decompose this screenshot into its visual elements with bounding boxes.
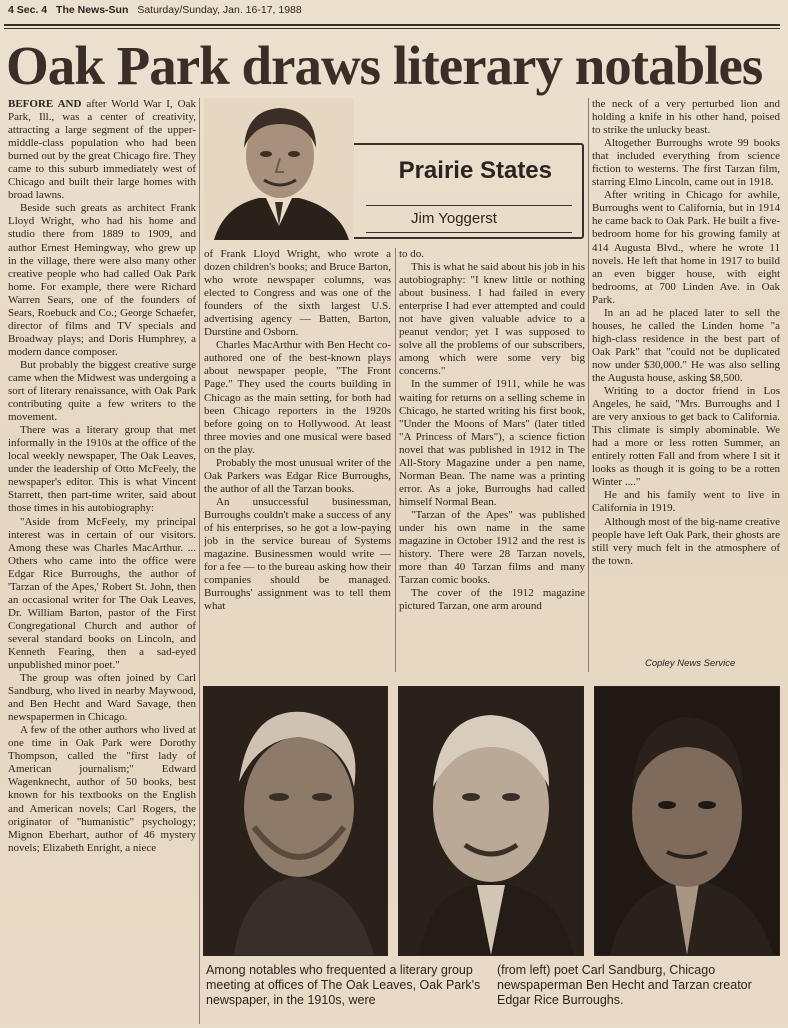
headline: Oak Park draws literary notables [6,35,763,96]
section-number: 4 Sec. 4 [8,4,48,16]
photo-ben-hecht [398,686,584,956]
column-divider [588,98,589,672]
photo-edgar-rice-burroughs [594,686,780,956]
paragraph: Beside such greats as architect Frank Lloyd Wright, who had his home and studio there from 1889 to 1909, and author Ernest Hemingway, who grew up in the village, there were also many other creative people who had called Oak Park home. For example, there were Richard Warren Sears, one of the founders of Sears, Roebuck and Co.; George Schaefer, director of films and TV specials and Broadway plays; and Doris Humphrey, a modern dance composer. [8,202,196,358]
folio-rule-thin [4,28,780,29]
column-title: Prairie States [398,157,552,184]
article-column-4 [592,98,780,670]
columnist-portrait [204,98,354,240]
photo-caption-part-2: (from left) poet Carl Sandburg, Chicago newspaperman Ben Hecht and Tarzan creator Edgar Rice Burroughs. [497,963,752,1007]
lead-in: BEFORE AND [8,98,82,110]
paragraph: to do. [399,248,425,260]
paragraph: the neck of a very perturbed lion and holding a knife in his other hand, poised to strike the unlucky beast. [592,98,780,137]
paragraph: of Frank Lloyd Wright, who wrote a dozen children's books; and Bruce Barton, who wrote newspaper columns, was elected to Congress and was one of the founders of the sixth largest U.S. advertising agency — Batten, Barton, Durstine and Osborn. [204,248,391,339]
paper-name: The News-Sun [56,4,129,16]
columnist-byline: Jim Yoggerst [411,210,497,227]
paragraph: "Aside from McFeely, my principal interest was in certain of our visitors. Among these was Charles MacArthur. ... Others who came into the office were Edgar Rice Burroughs, the author of 'Tarzan of the Apes,' Robert St. John, then an occasional writer for The Oak Leaves, Dr. William Barton, pastor of the First Congregational Church and author of several standard books on Lincoln, and Kenneth Fearing, then a sad-eyed unpublished minor poet." [8,515,196,672]
wire-credit: Copley News Service [645,658,736,669]
paragraph: Charles MacArthur with Ben Hecht co-authored one of the best-known plays about newspaper people, "The Front Page." They used the courts building in Chicago as the main setting, for both had been Chicago reporters in the 1920s before going on to Hollywood. At least three movies and one musical were based on the play. [204,339,391,456]
paragraph: Although most of the big-name creative people have left Oak Park, their ghosts are still very much felt in the atmosphere of the town. [592,515,780,567]
photo-carl-sandburg [203,686,388,956]
paragraph: An unsuccessful businessman, Burroughs couldn't make a success of any of his enterprises, so he got a low-paying job in the service bureau of Systems magazine. Businessmen would write — for a fee — to the bureau asking how their companies should be managed. Burroughs' assignment was to tell them what [204,495,391,613]
paragraph: "Tarzan of the Apes" was published under his own name in the same magazine in October 1912 and the rest is history. There were 28 Tarzan novels, more than 40 Tarzan films and many Tarzan comic books. [399,508,585,587]
paragraph: Writing to a doctor friend in Los Angeles, he said, "Mrs. Burroughs and I are very anxious to get back to California. This climate is simply abominable. We had a more or less rotten Summer, an entirely rotten Fall and from where I sit it looks as though it is going to be a rotten Winter ...." [592,385,780,489]
folio-rule [4,24,780,26]
column-divider [395,248,396,672]
paragraph: BEFORE AND after World War I, Oak Park, Ill., was a center of creativity, attracting a large segment of the upper-middle-class population who had been burned out by the great Chicago fire. They came to this suburb immediately west of Chicago and built their large homes with broad lawns. [8,98,196,202]
paragraph: He and his family went to live in California in 1919. [592,489,780,515]
article-column-1 [8,98,196,1028]
paragraph: Probably the most unusual writer of the Oak Parkers was Edgar Rice Burroughs, the author of all the Tarzan books. [204,456,391,495]
paragraph: The cover of the 1912 magazine pictured Tarzan, one arm around [399,587,585,613]
paragraph: A few of the other authors who lived at one time in Oak Park were Dorothy Thompson, called the "first lady of American journalism;" Edward Wagenknecht, author of 50 books, best known for his textbooks on the English and American novels; Carl Rogers, the originator of "humanistic" psychology; Mignon Eberhart, author of 46 mystery novels; Elizabeth Enright, a niece [8,724,196,854]
paragraph: But probably the biggest creative surge came when the Midwest was undergoing a sort of literary renaissance, with Oak Park contributing quite a few writers to the movement. [8,358,196,424]
photo-caption-part-1: Among notables who frequented a literary group meeting at offices of The Oak Leaves, Oak Park's newspaper, in the 1910s, were [206,963,481,1007]
folio-line [8,4,780,20]
paragraph: In the summer of 1911, while he was waiting for returns on a selling scheme in Chicago, he started writing his first book, "Under the Moons of Mars" (later titled "A Princess of Mars"), a science fiction novel that was published in 1912 in The All-Story Magazine under a pen name, Norman Bean. The name was a printing error. As a joke, Burroughs had called himself Normal Bean. [399,378,585,508]
article-column-2 [204,248,391,668]
article-column-3 [399,248,585,668]
paragraph: Altogether Burroughs wrote 99 books that included everything from science fiction to westerns. The first Tarzan film, starring Elmo Lincoln, came out in 1918. [592,137,780,189]
paragraph: This is what he said about his job in his autobiography: "I knew little or nothing about business. I had failed in every enterprise I had ever attempted and could not have given valuable advice to a peanut vendor; yet I was supposed to solve all the problems of our subscribers, among which were some very big concerns." [399,261,585,378]
paragraph: After writing in Chicago for awhile, Burroughs went to California, but in 1914 he came back to Oak Park. He built a five-bedroom home for his growing family at 414 Augusta Blvd., where he wrote 11 novels. He left that home in 1917 to build an even bigger house, with eight bedrooms, at 700 Linden Ave. in Oak Park. [592,189,780,306]
paragraph: There was a literary group that met informally in the 1910s at the office of the local weekly newspaper, The Oak Leaves, under the leadership of Otto McFeely, the newspaper's editor. This is what Vincent Starrett, then part-time writer, said about those times in his autobiography: [8,424,196,515]
issue-date: Saturday/Sunday, Jan. 16-17, 1988 [137,4,302,16]
column-divider [199,98,200,1024]
paragraph: In an ad he placed later to sell the houses, he called the Linden home "a high-class residence in the best part of Oak Park" that "could not be duplicated now under $30,000." He was also selling the Augusta house, asking $8,500. [592,306,780,384]
paragraph: The group was often joined by Carl Sandburg, who lived in nearby Maywood, and Ben Hecht and Ward Savage, then newspapermen in Chicago. [8,672,196,724]
